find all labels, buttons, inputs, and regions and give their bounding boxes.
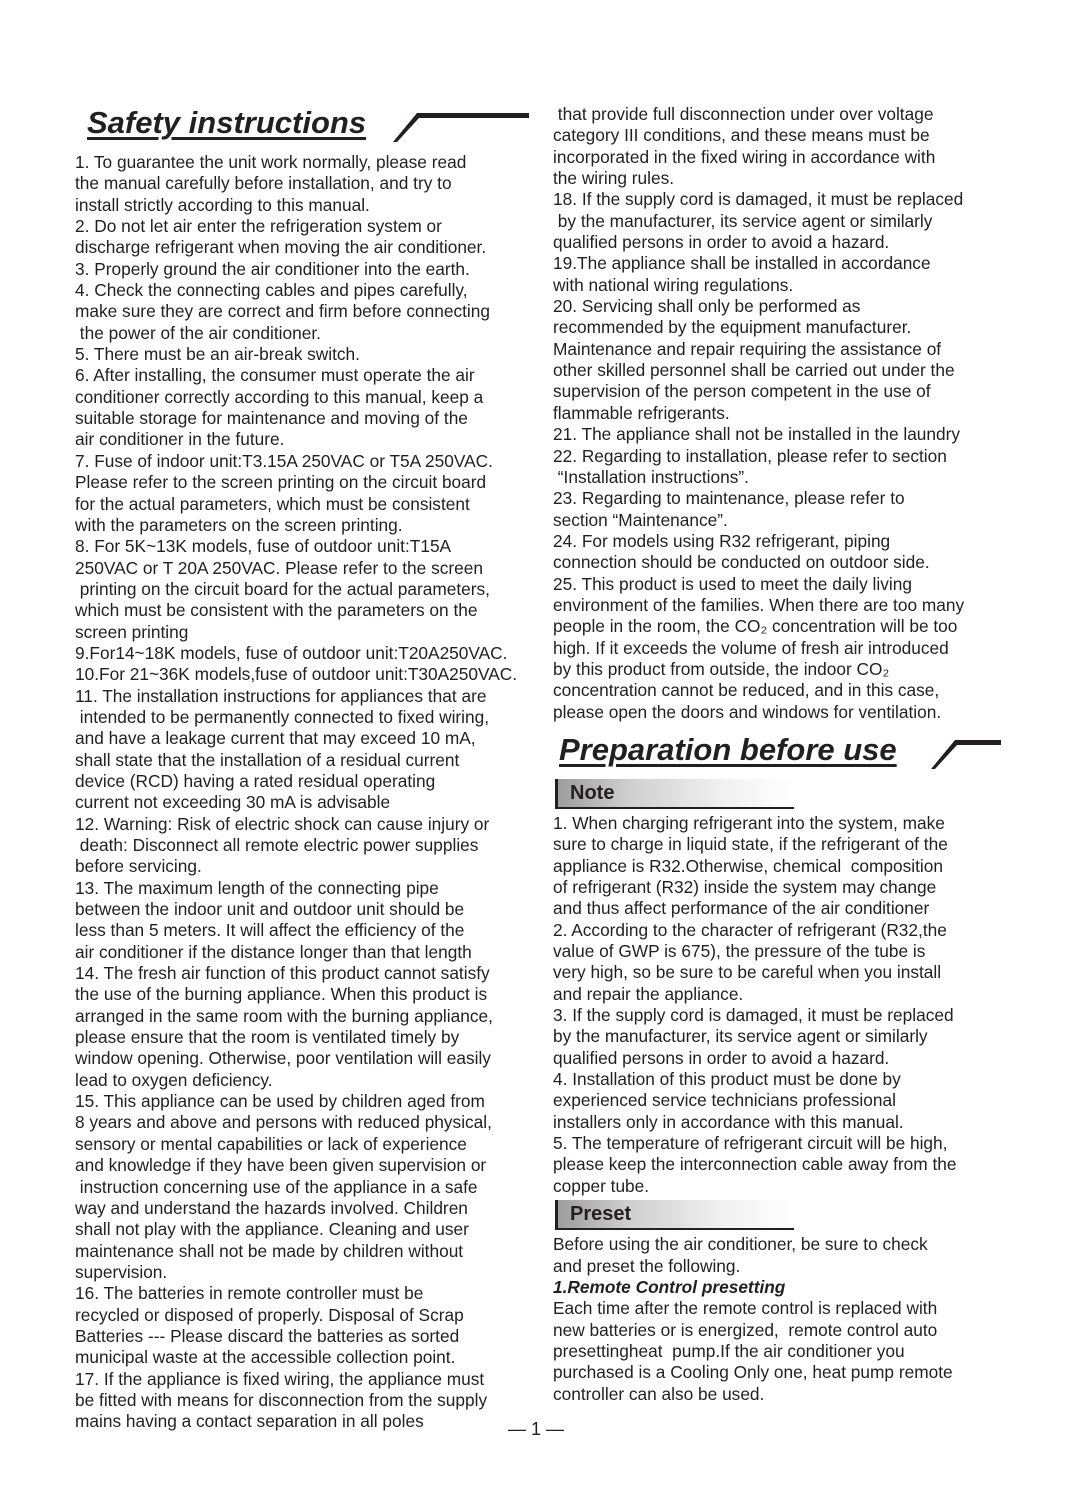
right-column (553, 104, 1013, 1405)
text-line: and preset the following. (553, 1255, 741, 1276)
text-line: supervision of the person competent in the use of (553, 381, 931, 402)
text-line: and repair the appliance. (553, 983, 744, 1004)
text-line: before servicing. (75, 856, 202, 877)
preset-subheading (555, 1200, 794, 1230)
text-line: arranged in the same room with the burning appliance, (75, 1005, 493, 1026)
note-label: Note (570, 781, 615, 804)
preparation-heading (553, 731, 1013, 773)
text-line: people in the room, the CO₂ concentration will be too (553, 616, 958, 637)
text-line: 2. According to the character of refrigerant (R32,the (553, 919, 947, 940)
heading-slash-decoration (75, 104, 537, 146)
text-line: of refrigerant (R32) inside the system may change (553, 877, 937, 897)
text-line: printing on the circuit board for the actual parameters, (75, 578, 490, 599)
safety-list-left (75, 152, 537, 1433)
text-line: 6. After installing, the consumer must operate the air (75, 365, 475, 386)
text-line: Before using the air conditioner, be sure to check (553, 1234, 928, 1255)
text-line: recommended by the equipment manufacturer. (553, 317, 912, 338)
text-line: shall state that the installation of a residual current (75, 749, 460, 770)
text-line: 17. If the appliance is fixed wiring, the appliance must (75, 1368, 485, 1389)
text-line: Please refer to the screen printing on the circuit board (75, 472, 487, 493)
text-line: 8. For 5K~13K models, fuse of outdoor unit:T15A (75, 536, 452, 557)
text-line: 18. If the supply cord is damaged, it must be replaced (553, 189, 964, 210)
text-line: value of GWP is 675), the pressure of the tube is (553, 941, 926, 962)
text-line: mains having a contact separation in all poles (75, 1411, 424, 1432)
text-line: 15. This appliance can be used by children aged from (75, 1091, 485, 1112)
text-line: presettingheat pump.If the air conditioner you (553, 1340, 905, 1361)
text-line: copper tube. (553, 1175, 650, 1196)
text-line: please ensure that the room is ventilated timely by (75, 1027, 460, 1048)
text-line: Each time after the remote control is replaced with (553, 1298, 938, 1319)
text-line: less than 5 meters. It will affect the efficiency of the (75, 920, 465, 941)
text-line: supervision. (75, 1261, 168, 1282)
text-line: between the indoor unit and outdoor unit should be (75, 899, 465, 920)
text-line: intended to be permanently connected to fixed wiring, (75, 706, 490, 727)
text-line: lead to oxygen deficiency. (75, 1069, 273, 1090)
text-line: which must be consistent with the parameters on the (75, 600, 478, 621)
text-line: by the manufacturer, its service agent or similarly (553, 210, 933, 231)
text-line: and knowledge if they have been given supervision or (75, 1155, 487, 1176)
text-line: window opening. Otherwise, poor ventilation will easily (75, 1048, 491, 1069)
text-line: 8 years and above and persons with reduced physical, (75, 1112, 492, 1133)
left-column (75, 104, 537, 1433)
text-line: sensory or mental capabilities or lack of experience (75, 1133, 467, 1154)
safety-heading (75, 104, 537, 146)
text-line: screen printing (75, 621, 189, 642)
text-line: conditioner correctly according to this manual, keep a (75, 386, 484, 407)
text-line: please keep the interconnection cable away from the (553, 1154, 957, 1175)
text-line: 11. The installation instructions for appliances that are (75, 685, 487, 706)
text-line: 14. The fresh air function of this product cannot satisfy (75, 963, 490, 984)
text-line: incorporated in the fixed wiring in accordance with (553, 146, 936, 167)
text-line: 21. The appliance shall not be installed in the laundry (553, 424, 961, 445)
text-line: 7. Fuse of indoor unit:T3.15A 250VAC or T5A 250VAC. (75, 450, 493, 471)
text-line: concentration cannot be reduced, and in this case, (553, 680, 940, 701)
text-line: 1. When charging refrigerant into the system, make (553, 812, 945, 833)
text-line: 250VAC or T 20A 250VAC. Please refer to the screen (75, 557, 483, 578)
text-line: environment of the families. When there are too many (553, 594, 965, 615)
text-line: 12. Warning: Risk of electric shock can cause injury or (75, 813, 490, 834)
text-line: maintenance shall not be made by children without (75, 1240, 464, 1261)
text-line: 9.For14~18K models, fuse of outdoor unit:T20A250VAC. (75, 642, 508, 663)
text-line: 4. Installation of this product must be done by (553, 1069, 901, 1090)
text-line: be fitted with means for disconnection from the supply (75, 1389, 488, 1410)
safety-heading-text: Safety instructions (87, 105, 367, 140)
text-line: 23. Regarding to maintenance, please refer to (553, 488, 905, 509)
text-line: purchased is a Cooling Only one, heat pump remote (553, 1362, 953, 1383)
text-line: instruction concerning use of the appliance in a safe (75, 1176, 478, 1197)
text-line: new batteries or is energized, remote control auto (553, 1319, 938, 1340)
text-line: 10.For 21~36K models,fuse of outdoor unit:T30A250VAC. (75, 664, 518, 685)
text-line: 3. Properly ground the air conditioner into the earth. (75, 258, 470, 279)
text-line: municipal waste at the accessible collection point. (75, 1347, 456, 1368)
text-line: the use of the burning appliance. When this product is (75, 984, 488, 1005)
text-line: Batteries --- Please discard the batteries as sorted (75, 1325, 460, 1346)
safety-list-right (553, 104, 1013, 723)
text-line: by this product from outside, the indoor CO₂ (553, 658, 890, 679)
text-line: way and understand the hazards involved. Children (75, 1197, 468, 1218)
text-line: with the parameters on the screen printing. (75, 514, 403, 535)
preset-label: Preset (570, 1203, 632, 1226)
text-line: experienced service technicians professional (553, 1090, 896, 1111)
text-line: qualified persons in order to avoid a hazard. (553, 232, 890, 253)
text-line: 19.The appliance shall be installed in accordance (553, 253, 931, 274)
text-line: current not exceeding 30 mA is advisable (75, 792, 391, 813)
text-line: air conditioner if the distance longer than that length (75, 941, 472, 962)
text-line: connection should be conducted on outdoor side. (553, 552, 930, 573)
text-line: appliance is R32.Otherwise, chemical composition (553, 855, 943, 876)
text-line: shall not play with the appliance. Cleaning and user (75, 1219, 469, 1240)
text-line: that provide full disconnection under over voltage (553, 104, 934, 124)
text-line: the power of the air conditioner. (75, 322, 321, 343)
text-line: 25. This product is used to meet the daily living (553, 573, 912, 594)
heading-slash-decoration (553, 731, 1013, 773)
text-line: 3. If the supply cord is damaged, it must be replaced (553, 1005, 954, 1026)
text-line: 20. Servicing shall only be performed as (553, 296, 861, 317)
text-line: with national wiring regulations. (553, 274, 794, 295)
text-line: 5. There must be an air-break switch. (75, 344, 360, 365)
text-line: the manual carefully before installation, and try to (75, 173, 452, 194)
text-line: air conditioner in the future. (75, 429, 285, 450)
text-line: suitable storage for maintenance and moving of the (75, 408, 468, 429)
text-line: for the actual parameters, which must be consistent (75, 493, 470, 514)
text-line: very high, so be sure to be careful when you install (553, 962, 942, 983)
text-line: “Installation instructions”. (553, 466, 749, 487)
text-line: high. If it exceeds the volume of fresh air introduced (553, 637, 949, 658)
text-line: 13. The maximum length of the connecting pipe (75, 877, 439, 898)
remote-control-heading: 1.Remote Control presetting (553, 1276, 786, 1297)
text-line: section “Maintenance”. (553, 509, 728, 530)
text-line: discharge refrigerant when moving the air conditioner. (75, 237, 487, 258)
text-line: please open the doors and windows for ventilation. (553, 701, 942, 722)
text-line: 2. Do not let air enter the refrigeration system or (75, 216, 442, 237)
text-line: recycled or disposed of properly. Disposal of Scrap (75, 1304, 464, 1325)
text-line: installers only in accordance with this manual. (553, 1111, 904, 1132)
text-line: 24. For models using R32 refrigerant, piping (553, 530, 891, 551)
text-line: category III conditions, and these means must be (553, 125, 930, 146)
text-line: by the manufacturer, its service agent or similarly (553, 1026, 928, 1047)
note-subheading (555, 779, 794, 809)
text-line: device (RCD) having a rated residual operating (75, 770, 436, 791)
text-line: and have a leakage current that may exceed 10 mA, (75, 728, 476, 749)
preparation-heading-text: Preparation before use (559, 731, 897, 767)
page-number: — 1 — (508, 1419, 565, 1439)
text-line: install strictly according to this manual. (75, 194, 370, 215)
text-line: sure to charge in liquid state, if the refrigerant of the (553, 834, 948, 855)
text-line: 4. Check the connecting cables and pipes carefully, (75, 280, 468, 301)
text-line: the wiring rules. (553, 168, 675, 189)
preset-section (553, 1234, 1013, 1405)
text-line: other skilled personnel shall be carried out under the (553, 360, 955, 381)
text-line: Maintenance and repair requiring the assistance of (553, 338, 942, 359)
text-line: 5. The temperature of refrigerant circuit will be high, (553, 1133, 948, 1154)
text-line: qualified persons in order to avoid a hazard. (553, 1047, 890, 1068)
text-line: 1. To guarantee the unit work normally, please read (75, 152, 467, 172)
text-line: flammable refrigerants. (553, 402, 730, 423)
text-line: controller can also be used. (553, 1383, 765, 1404)
text-line: 16. The batteries in remote controller must be (75, 1283, 424, 1304)
text-line: and thus affect performance of the air conditioner (553, 898, 930, 919)
note-list (553, 813, 1013, 1197)
text-line: make sure they are correct and firm before connecting (75, 301, 490, 322)
text-line: 22. Regarding to installation, please refer to section (553, 445, 947, 466)
text-line: death: Disconnect all remote electric power supplies (75, 835, 479, 855)
